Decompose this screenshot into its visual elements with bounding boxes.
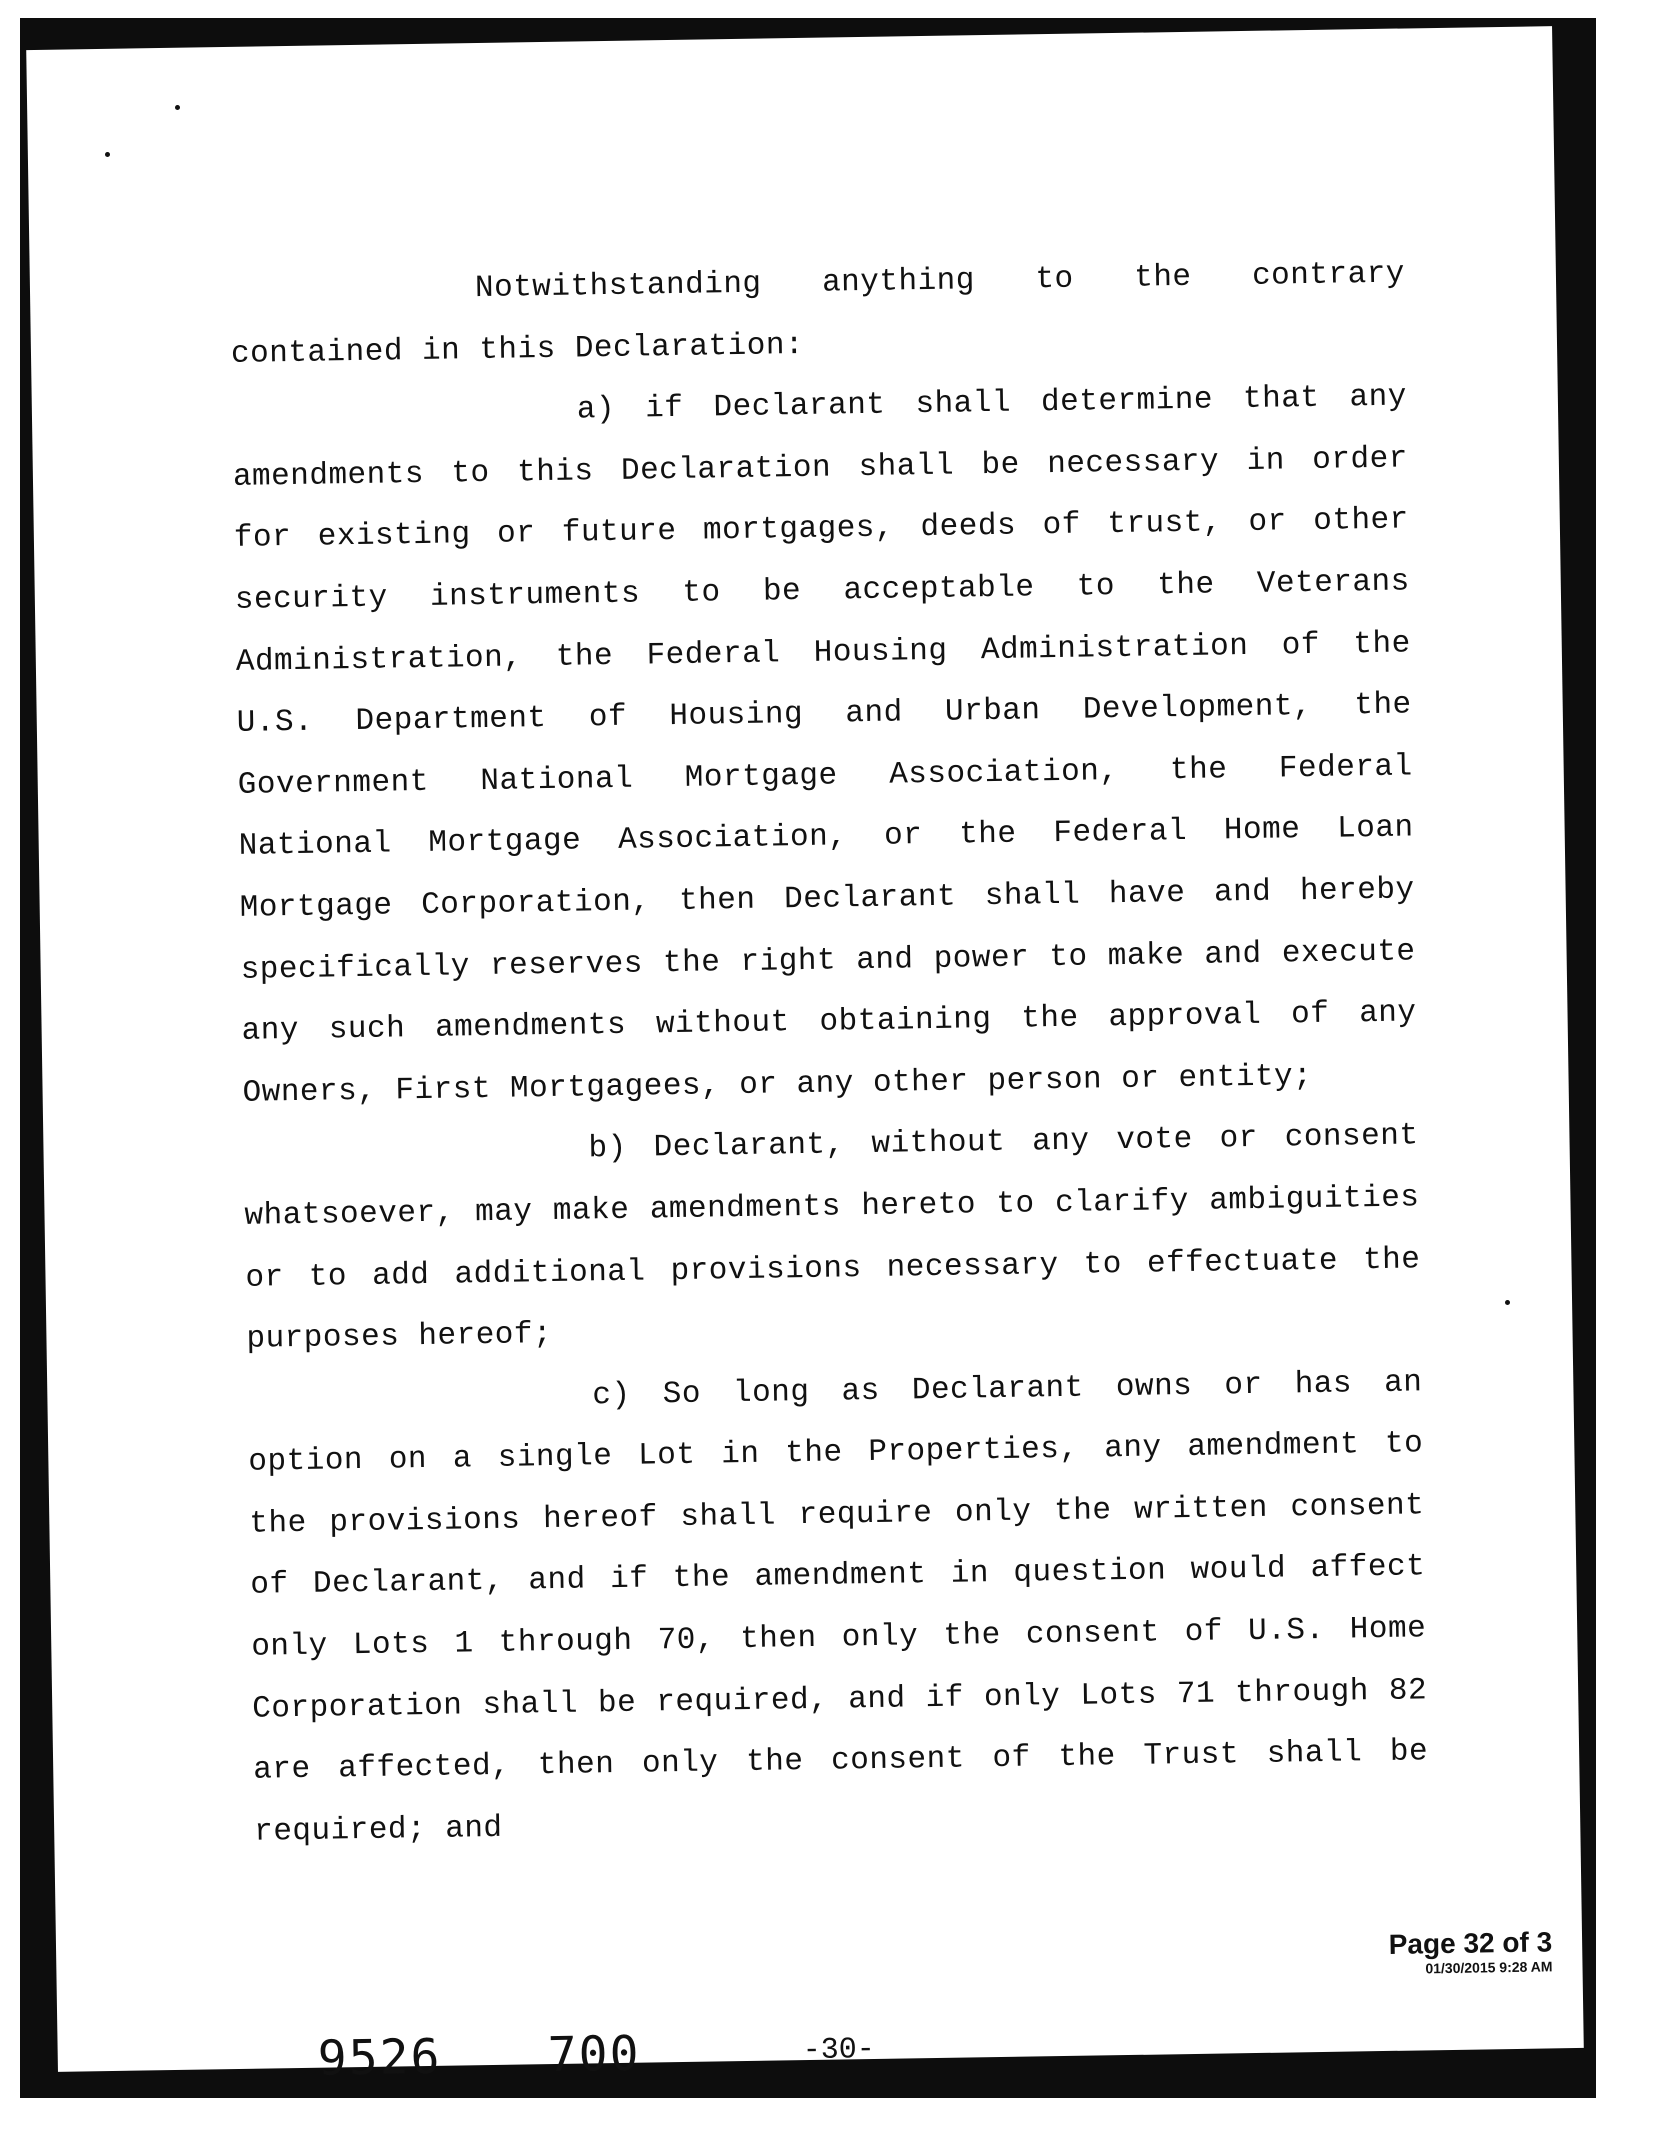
page-count-label: Page 32 of 3 [1388,1926,1553,1960]
document-page [26,26,1584,2087]
recording-timestamp: 01/30/2015 9:28 AM [1425,1958,1553,1977]
book-number: 9526 [317,2028,442,2087]
clause-c: c) So long as Declarant owns or has an option on a single Lot in the Properties, any amendment to the provisions hereof shall require only the written consent of Declarant, and if the amendment in question would affect only Lots 1 through 70, then only the consent of U.S. Home Corporation shall be required, and if only Lots 71 through 82 are affected, then only the consent of the Trust shall be required; and [248,1365,1429,1850]
scan-speck [1505,1300,1510,1305]
intro-paragraph: Notwithstanding anything to the contrary contained in this Declaration: [230,256,1406,372]
book-page-number: 700 [547,2025,641,2084]
scan-speck [175,105,180,110]
page-number: -30- [802,2033,876,2069]
scan-speck [105,152,110,157]
clause-a: a) if Declarant shall determine that any amendments to this Declaration shall be necessary in order for existing or future mortgages, deeds of trust, or other security instruments to be acceptable to the Veterans Administration, the Federal Housing Administration of the U.S. Department of Housing and Urban Development, the Government National Mortgage Association, the Federal National Mortgage Association, or the Federal Home Loan Mortgage Corporation, then Declarant shall have and hereby specifically reserves the right and power to make and execute any such amendments without obtaining the approval of any Owners, First Mortgagees, or any other person or entity; [232,379,1417,1111]
page-stamp [1388,1926,1552,1977]
clause-b: b) Declarant, without any vote or consent whatsoever, may make amendments hereto to clarify ambiguities or to add additional provisions necessary to effectuate the purposes hereof; [244,1118,1421,1357]
document-body [230,243,1430,1863]
